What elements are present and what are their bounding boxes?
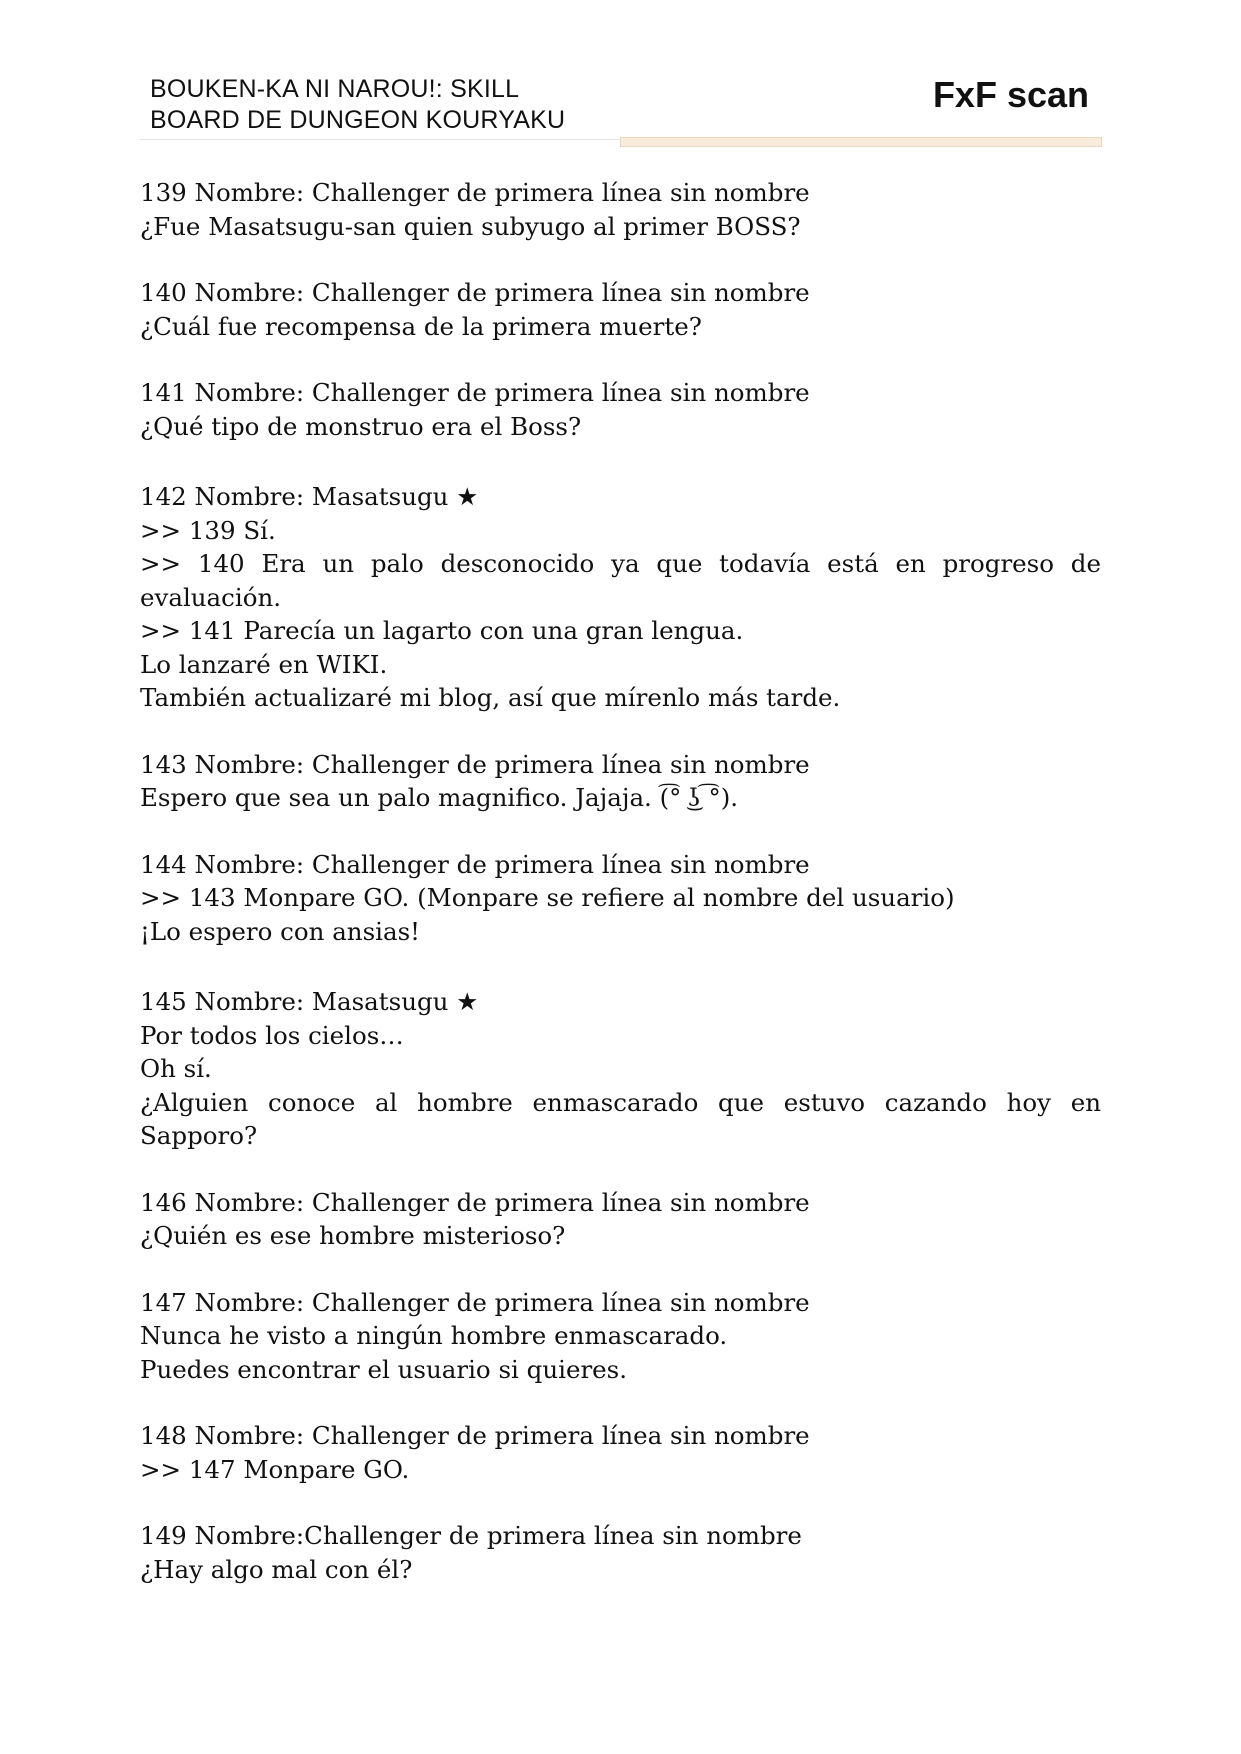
post-line: >> 139 Sí. (140, 515, 276, 545)
series-title (150, 74, 670, 136)
post-heading: 146 Nombre: Challenger de primera línea sin nombre (140, 1187, 810, 1217)
post-line: >> 143 Monpare GO. (Monpare se refiere al nombre del usuario) (140, 883, 955, 912)
post-spacer (140, 1153, 1101, 1186)
post-heading: 144 Nombre: Challenger de primera línea sin nombre (140, 849, 810, 879)
post-line: ¿Fue Masatsugu-san quien subyugo al primer BOSS? (140, 211, 801, 241)
post-line: ¡Lo espero con ansias! (140, 916, 421, 946)
forum-post-149 (140, 1519, 1101, 1586)
post-spacer (140, 948, 1101, 985)
post-line: Espero que sea un palo magnifico. Jajaja. (͡° ͜ʖ ͡°). (140, 783, 739, 812)
forum-post-141 (140, 376, 1101, 443)
post-line: Por todos los cielos… (140, 1020, 404, 1050)
post-spacer (140, 443, 1101, 480)
post-heading: 145 Nombre: Masatsugu ★ (140, 987, 479, 1016)
post-spacer (140, 715, 1101, 748)
post-heading: 143 Nombre: Challenger de primera línea sin nombre (140, 749, 810, 779)
forum-post-143 (140, 748, 1101, 815)
forum-thread (140, 176, 1101, 1586)
scan-group-name: FxF scan (932, 74, 1089, 115)
series-title-line-2: BOARD DE DUNGEON KOURYAKU (150, 106, 566, 134)
post-line: También actualizaré mi blog, así que mírenlo más tarde. (140, 683, 841, 712)
post-spacer (140, 1386, 1101, 1419)
header-accent-bar (620, 137, 1102, 147)
forum-post-148 (140, 1419, 1101, 1486)
post-line: ¿Alguien conoce al hombre enmascarado que estuvo cazando hoy en Sapporo? (140, 1087, 1101, 1150)
post-line: >> 141 Parecía un lagarto con una gran lengua. (140, 616, 744, 645)
post-spacer (140, 815, 1101, 848)
forum-post-142 (140, 480, 1101, 715)
post-heading: 142 Nombre: Masatsugu ★ (140, 482, 479, 511)
post-spacer (140, 1486, 1101, 1519)
post-line: >> 147 Monpare GO. (140, 1454, 410, 1484)
post-spacer (140, 1253, 1101, 1286)
forum-post-139 (140, 176, 1101, 243)
post-line: ¿Hay algo mal con él? (140, 1554, 413, 1584)
post-heading: 141 Nombre: Challenger de primera línea sin nombre (140, 378, 810, 407)
post-heading: 147 Nombre: Challenger de primera línea sin nombre (140, 1287, 810, 1317)
forum-post-146 (140, 1186, 1101, 1253)
post-line: >> 140 Era un palo desconocido ya que todavía está en progreso de evaluación. (140, 549, 1101, 612)
forum-post-147 (140, 1286, 1101, 1387)
post-line: Lo lanzaré en WIKI. (140, 649, 388, 679)
post-heading: 148 Nombre: Challenger de primera línea sin nombre (140, 1421, 810, 1450)
forum-post-140 (140, 276, 1101, 343)
post-line: ¿Qué tipo de monstruo era el Boss? (140, 411, 582, 441)
post-heading: 139 Nombre: Challenger de primera línea sin nombre (140, 178, 810, 207)
post-heading: 140 Nombre: Challenger de primera línea sin nombre (140, 278, 810, 307)
series-title-line-1: BOUKEN-KA NI NAROU!: SKILL (150, 75, 520, 103)
post-line: Oh sí. (140, 1054, 212, 1083)
post-line: Puedes encontrar el usuario si quieres. (140, 1354, 628, 1384)
forum-post-145 (140, 985, 1101, 1153)
post-line: ¿Cuál fue recompensa de la primera muerte? (140, 311, 702, 341)
forum-post-144 (140, 848, 1101, 949)
page-header (140, 70, 1105, 150)
post-spacer (140, 343, 1101, 376)
post-spacer (140, 243, 1101, 276)
post-line: ¿Quién es ese hombre misterioso? (140, 1221, 566, 1250)
post-line: Nunca he visto a ningún hombre enmascarado. (140, 1321, 728, 1350)
post-heading: 149 Nombre:Challenger de primera línea sin nombre (140, 1521, 802, 1550)
header-divider (140, 139, 620, 140)
